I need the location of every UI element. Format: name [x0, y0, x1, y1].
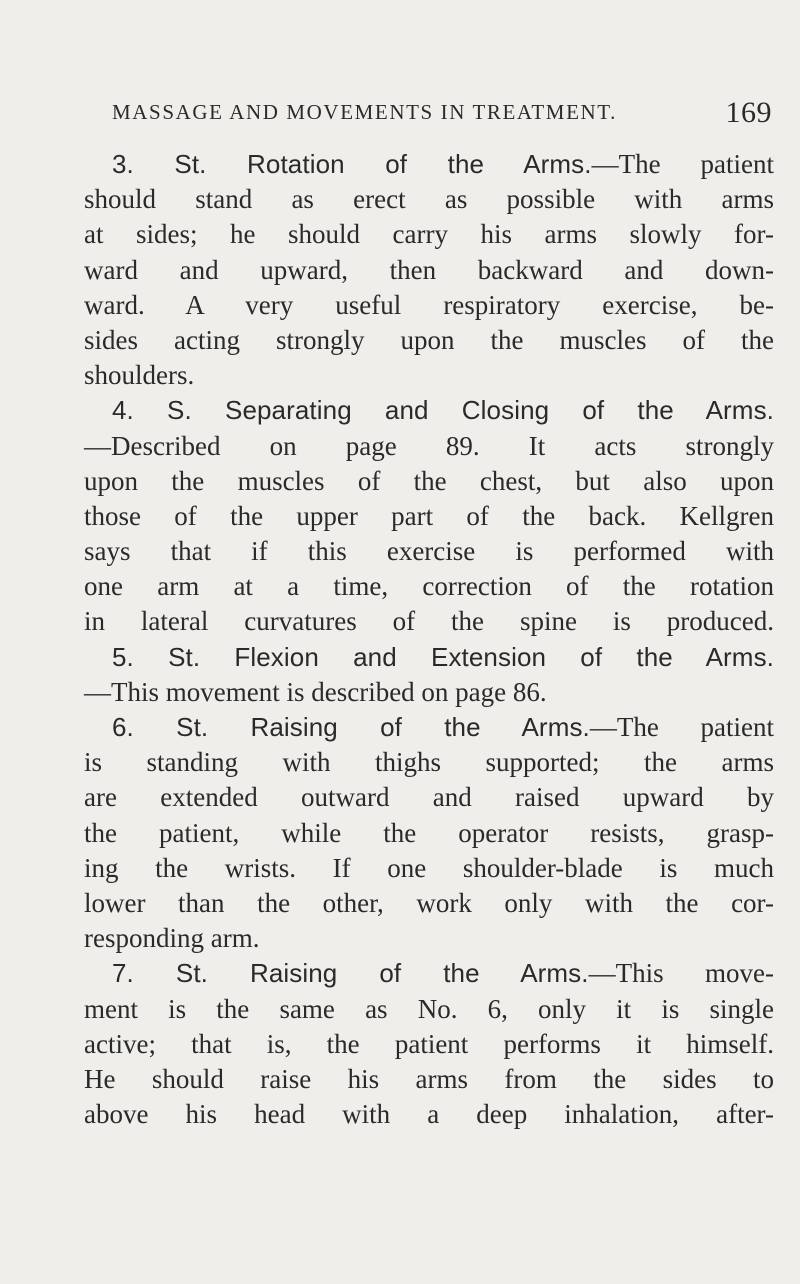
text-line: says that if this exercise is performed with: [84, 536, 774, 567]
text-line: —Described on page 89. It acts strongly: [84, 430, 774, 461]
text-line: —This movement is described on page 86.: [84, 676, 547, 707]
text-line: responding arm.: [84, 923, 260, 954]
text-line: the patient, while the operator resists, grasp-: [84, 817, 774, 848]
text-line: is standing with thighs supported; the arms: [84, 747, 774, 778]
text-line: shoulders.: [84, 360, 195, 391]
text-line: above his head with a deep inhalation, after-: [84, 1099, 774, 1130]
body-text: [84, 147, 774, 1132]
exercise-heading: 5. St. Flexion and Extension of the Arms.: [112, 641, 774, 672]
text-line: upon the muscles of the chest, but also upon: [84, 465, 774, 496]
text-line: should stand as erect as possible with arms: [84, 184, 774, 215]
line-text: —The patient: [591, 149, 774, 179]
exercise-heading: 7. St. Raising of the Arms.: [112, 958, 589, 989]
text-line: He should raise his arms from the sides to: [84, 1063, 774, 1094]
text-line: [84, 147, 774, 182]
text-line: ment is the same as No. 6, only it is single: [84, 993, 774, 1024]
text-line: are extended outward and raised upward by: [84, 782, 774, 813]
text-line: [84, 956, 774, 991]
line-text: —This move-: [588, 958, 775, 989]
text-line: at sides; he should carry his arms slowly for-: [84, 219, 774, 250]
page-number: 169: [725, 96, 772, 129]
text-line: lower than the other, work only with the cor-: [84, 887, 774, 918]
text-line: active; that is, the patient performs it himself.: [84, 1028, 774, 1059]
text-line: ward. A very useful respiratory exercise, be-: [84, 289, 774, 320]
line-text: —The patient: [589, 712, 774, 742]
text-line: ward and upward, then backward and down-: [84, 254, 774, 285]
text-line: [84, 640, 774, 675]
exercise-heading: 3. St. Rotation of the Arms.: [112, 149, 592, 179]
text-line: in lateral curvatures of the spine is produced.: [84, 606, 774, 637]
text-line: ing the wrists. If one shoulder-blade is much: [84, 852, 774, 883]
text-line: those of the upper part of the back. Kellgren: [84, 500, 774, 531]
exercise-heading: 4. S. Separating and Closing of the Arms.: [112, 395, 774, 426]
text-line: one arm at a time, correction of the rotation: [84, 571, 774, 602]
text-line: [84, 393, 774, 428]
text-line: sides acting strongly upon the muscles of the: [84, 324, 774, 355]
exercise-heading: 6. St. Raising of the Arms.: [112, 712, 590, 742]
text-line: [84, 710, 774, 745]
running-head: MASSAGE AND MOVEMENTS IN TREATMENT.: [112, 100, 617, 124]
page-header: [112, 96, 772, 130]
